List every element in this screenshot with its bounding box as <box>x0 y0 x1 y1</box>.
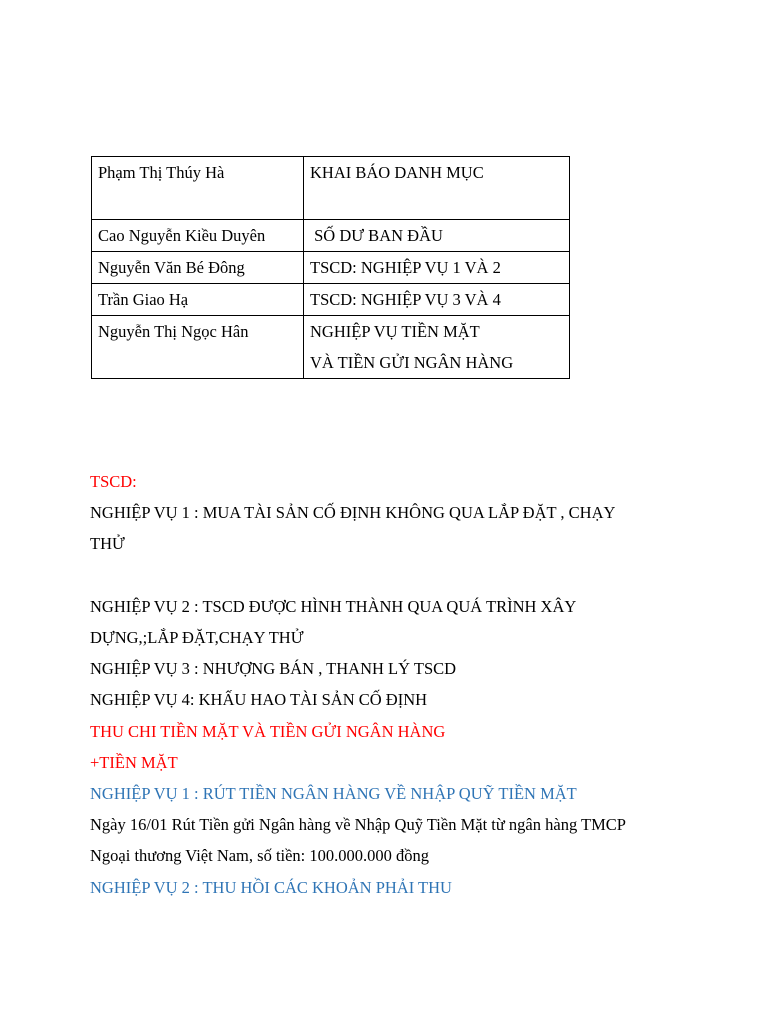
tscd-task-3: NGHIỆP VỤ 3 : NHƯỢNG BÁN , THANH LÝ TSCD <box>90 659 457 679</box>
member-task: SỐ DƯ BAN ĐẦU <box>304 220 570 252</box>
blank-line <box>90 560 710 591</box>
member-name: Nguyễn Thị Ngọc Hân <box>92 316 304 379</box>
document-body <box>90 466 710 903</box>
cash-task-1-desc-line-2: Ngoại thương Việt Nam, số tiền: 100.000.000 đồng <box>90 846 430 866</box>
member-name: Trần Giao Hạ <box>92 284 304 316</box>
tscd-task-1-line-2: THỬ <box>90 534 125 554</box>
table-row <box>92 252 570 284</box>
cash-task-2-title: NGHIỆP VỤ 2 : THU HỒI CÁC KHOẢN PHẢI THU <box>90 877 452 897</box>
tscd-task-2-line-1: NGHIỆP VỤ 2 : TSCD ĐƯỢC HÌNH THÀNH QUA QUÁ TRÌNH XÂY <box>90 596 577 616</box>
table-row <box>92 284 570 316</box>
tscd-task-4: NGHIỆP VỤ 4: KHẤU HAO TÀI SẢN CỐ ĐỊNH <box>90 690 428 710</box>
member-name: Phạm Thị Thúy Hà <box>92 157 304 220</box>
member-name: Nguyễn Văn Bé Đông <box>92 252 304 284</box>
member-task <box>304 316 570 379</box>
table-row <box>92 220 570 252</box>
member-task: TSCD: NGHIỆP VỤ 1 VÀ 2 <box>304 252 570 284</box>
task-line: NGHIỆP VỤ TIỀN MẶT <box>310 322 480 341</box>
task-line: VÀ TIỀN GỬI NGÂN HÀNG <box>310 353 514 372</box>
table-row <box>92 316 570 379</box>
cash-heading: THU CHI TIỀN MẶT VÀ TIỀN GỬI NGÂN HÀNG <box>90 721 446 741</box>
table-row <box>92 157 570 220</box>
member-task: TSCD: NGHIỆP VỤ 3 VÀ 4 <box>304 284 570 316</box>
member-task: KHAI BÁO DANH MỤC <box>304 157 570 220</box>
cash-subheading: +TIỀN MẶT <box>90 752 178 772</box>
tscd-task-1-line-1: NGHIỆP VỤ 1 : MUA TÀI SẢN CỐ ĐỊNH KHÔNG QUA LẮP ĐẶT , CHẠY <box>90 503 616 523</box>
member-name: Cao Nguyễn Kiều Duyên <box>92 220 304 252</box>
cash-task-1-title: NGHIỆP VỤ 1 : RÚT TIỀN NGÂN HÀNG VỀ NHẬP QUỸ TIỀN MẶT <box>90 784 577 804</box>
assignment-table <box>91 156 570 379</box>
tscd-task-2-line-2: DỰNG,;LẮP ĐẶT,CHẠY THỬ <box>90 628 304 647</box>
tscd-heading: TSCD: <box>90 472 137 491</box>
cash-task-1-desc-line-1: Ngày 16/01 Rút Tiền gửi Ngân hàng về Nhập Quỹ Tiền Mặt từ ngân hàng TMCP <box>90 815 626 835</box>
